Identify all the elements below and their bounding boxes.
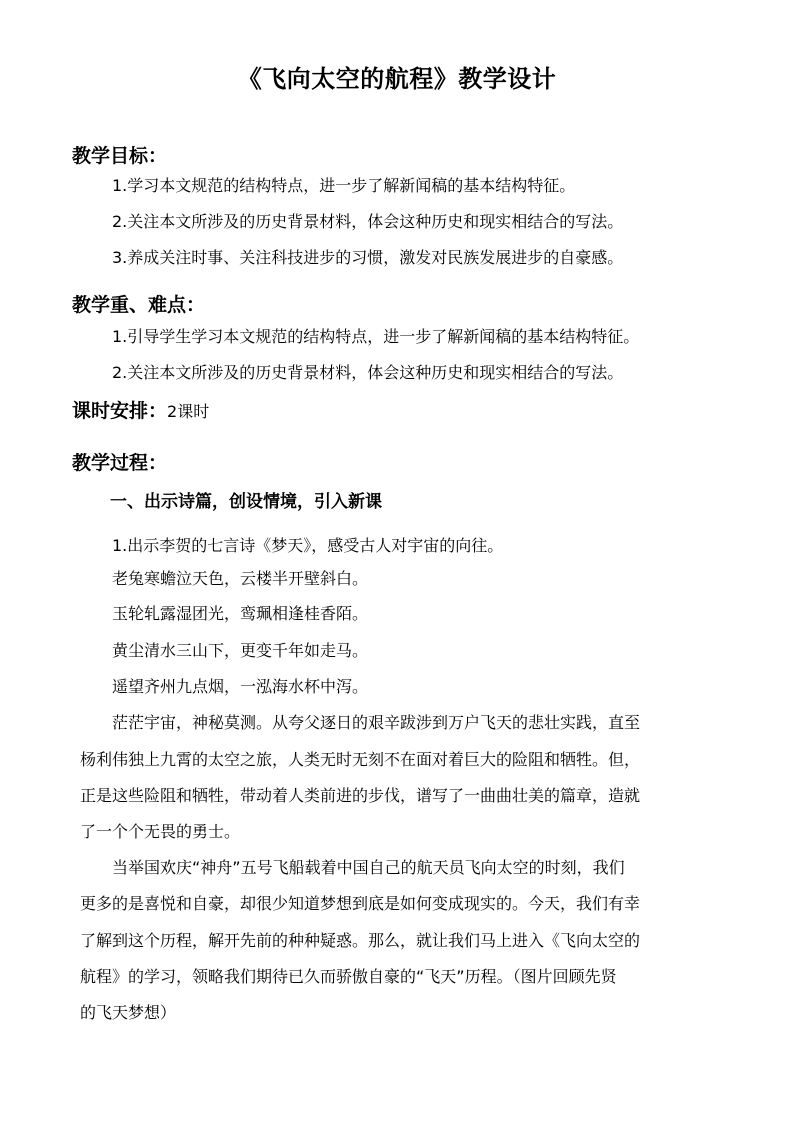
- schedule-label: 课时安排：: [72, 400, 168, 422]
- paragraph1-line-4: 了一个个无畏的勇士。: [80, 822, 241, 841]
- paragraph1-line-2: 杨利伟独上九霄的太空之旅，人类无时无刻不在面对着巨大的险阻和牺牲。但，: [80, 750, 641, 769]
- paragraph1-line-1: 茫茫宇宙，神秘莫测。从夸父逐日的艰辛跋涉到万户飞天的悲壮实践，直至: [112, 713, 641, 732]
- paragraph2-line-4: 航程》的学习，领略我们期待已久而骄傲自豪的“飞天”历程。（图片回顾先贤: [80, 967, 617, 986]
- poem-line-4: 遥望齐州九点烟，一泓海水杯中泻。: [112, 677, 369, 696]
- key-point-item-1: 1.引导学生学习本文规范的结构特点，进一步了解新闻稿的基本结构特征。: [112, 327, 640, 346]
- key-points-heading: 教学重、难点：: [72, 294, 206, 316]
- poem-line-1: 老兔寒蟾泣天色，云楼半开壁斜白。: [112, 569, 369, 588]
- paragraph2-line-2: 更多的是喜悦和自豪，却很少知道梦想到底是如何变成现实的。今天，我们有幸: [80, 894, 641, 913]
- schedule-row: [72, 398, 209, 425]
- poem-line-2: 玉轮轧露湿团光，鸾珮相逢桂香陌。: [112, 604, 369, 623]
- paragraph2-line-1: 当举国欢庆“神舟”五号飞船载着中国自己的航天员飞向太空的时刻，我们: [112, 858, 625, 877]
- objectives-heading: 教学目标：: [72, 145, 168, 167]
- objective-item-1: 1.学习本文规范的结构特点，进一步了解新闻稿的基本结构特征。: [112, 176, 576, 195]
- section1-heading: 一、出示诗篇，创设情境，引入新课: [110, 492, 382, 512]
- poem-line-3: 黄尘清水三山下，更变千年如走马。: [112, 641, 369, 660]
- section1-intro: 1.出示李贺的七言诗《梦天》，感受古人对宇宙的向往。: [112, 536, 504, 555]
- paragraph2-line-5: 的飞天梦想）: [80, 1003, 177, 1022]
- paragraph2-line-3: 了解到这个历程，解开先前的种种疑惑。那么，就让我们马上进入《飞向太空的: [80, 931, 641, 950]
- paragraph1-line-3: 正是这些险阻和牺牲，带动着人类前进的步伐，谱写了一曲曲壮美的篇章，造就: [80, 786, 641, 805]
- schedule-value: 2课时: [167, 402, 210, 421]
- key-point-item-2: 2.关注本文所涉及的历史背景材料，体会这种历史和现实相结合的写法。: [112, 363, 624, 382]
- process-heading: 教学过程：: [72, 452, 168, 474]
- objective-item-3: 3.养成关注时事、关注科技进步的习惯，激发对民族发展进步的自豪感。: [112, 248, 624, 267]
- objective-item-2: 2.关注本文所涉及的历史背景材料，体会这种历史和现实相结合的写法。: [112, 212, 624, 231]
- document-title: 《飞向太空的航程》教学设计: [237, 65, 557, 93]
